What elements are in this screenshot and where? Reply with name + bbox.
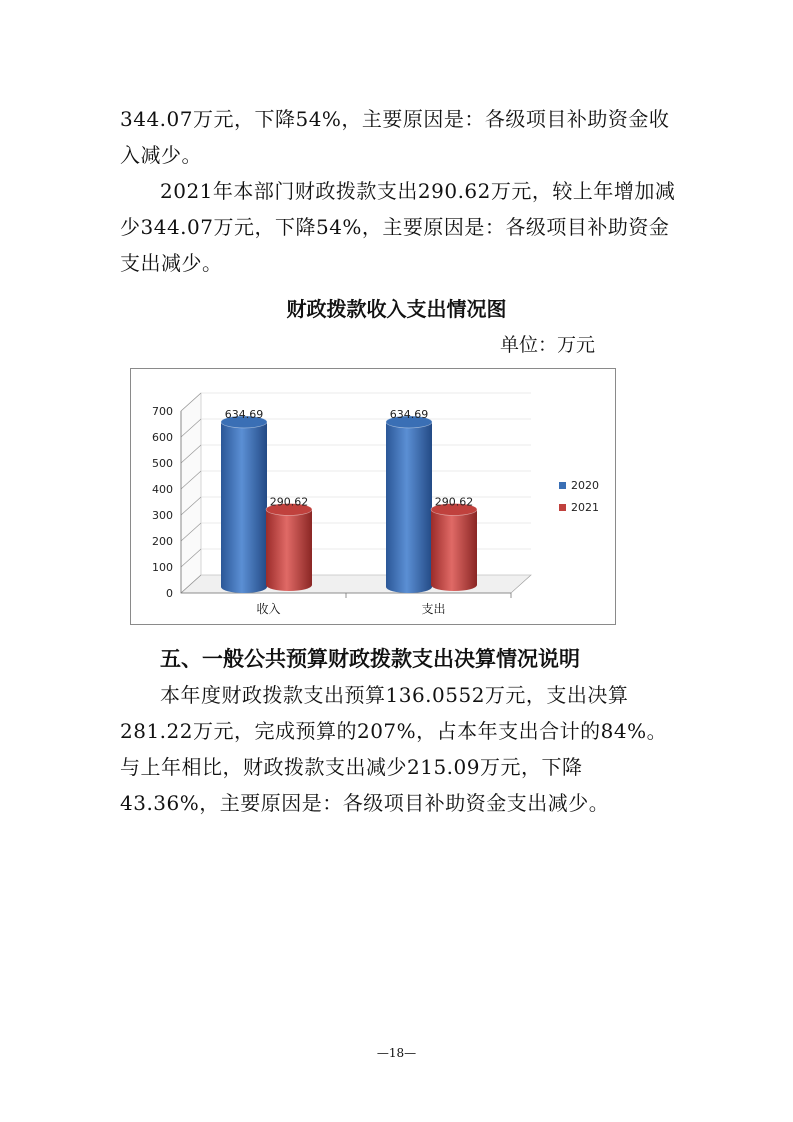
- y-tick-label: 0: [166, 587, 173, 600]
- data-label: 634.69: [224, 407, 264, 421]
- data-label: 634.69: [389, 407, 429, 421]
- y-tick-label: 200: [152, 535, 173, 548]
- bar-body: [221, 422, 267, 593]
- section-body: 本年度财政拨款支出预算136.0552万元，支出决算281.22万元，完成预算的207%，占本年支出合计的84%。与上年相比，财政拨款支出减少215.09万元，下降43.36%，主要原因是：各级项目补助资金支出减少。: [120, 683, 668, 815]
- chart-svg: [131, 369, 615, 624]
- y-tick-label: 500: [152, 457, 173, 470]
- paragraph-expenditure-change: 2021年本部门财政拨款支出290.62万元，较上年增加减少344.07万元，下降54%，主要原因是：各级项目补助资金支出减少。: [120, 179, 676, 275]
- bar-2020-0: [221, 416, 267, 593]
- legend-swatch-2020: [559, 482, 566, 489]
- y-tick-label: 100: [152, 561, 173, 574]
- unit-label: 单位：万元: [499, 334, 595, 356]
- legend-label-2021: 2021: [571, 501, 599, 514]
- y-tick-label: 300: [152, 509, 173, 522]
- bar-2021-0: [266, 503, 312, 591]
- bar-2020-1: [386, 416, 432, 593]
- bar-chart: [130, 368, 616, 625]
- y-tick-label: 400: [152, 483, 173, 496]
- legend-label-2020: 2020: [571, 479, 599, 492]
- data-label: 290.62: [269, 495, 309, 509]
- chart-title: 财政拨款收入支出情况图: [286, 297, 507, 321]
- bar-body: [266, 509, 312, 591]
- section-heading: 五、一般公共预算财政拨款支出决算情况说明: [160, 647, 580, 671]
- data-label: 290.62: [434, 495, 474, 509]
- bar-body: [431, 509, 477, 591]
- bar-2021-1: [431, 503, 477, 591]
- page-number: —18—: [376, 1046, 417, 1060]
- legend-swatch-2021: [559, 504, 566, 511]
- y-tick-label: 600: [152, 431, 173, 444]
- y-tick-label: 700: [152, 405, 173, 418]
- chart-side-wall: [181, 393, 201, 593]
- bar-body: [386, 422, 432, 593]
- paragraph-income-change: 344.07万元，下降54%，主要原因是：各级项目补助资金收入减少。: [120, 107, 670, 167]
- x-tick-label: 收入: [256, 602, 281, 616]
- x-tick-label: 支出: [421, 602, 446, 616]
